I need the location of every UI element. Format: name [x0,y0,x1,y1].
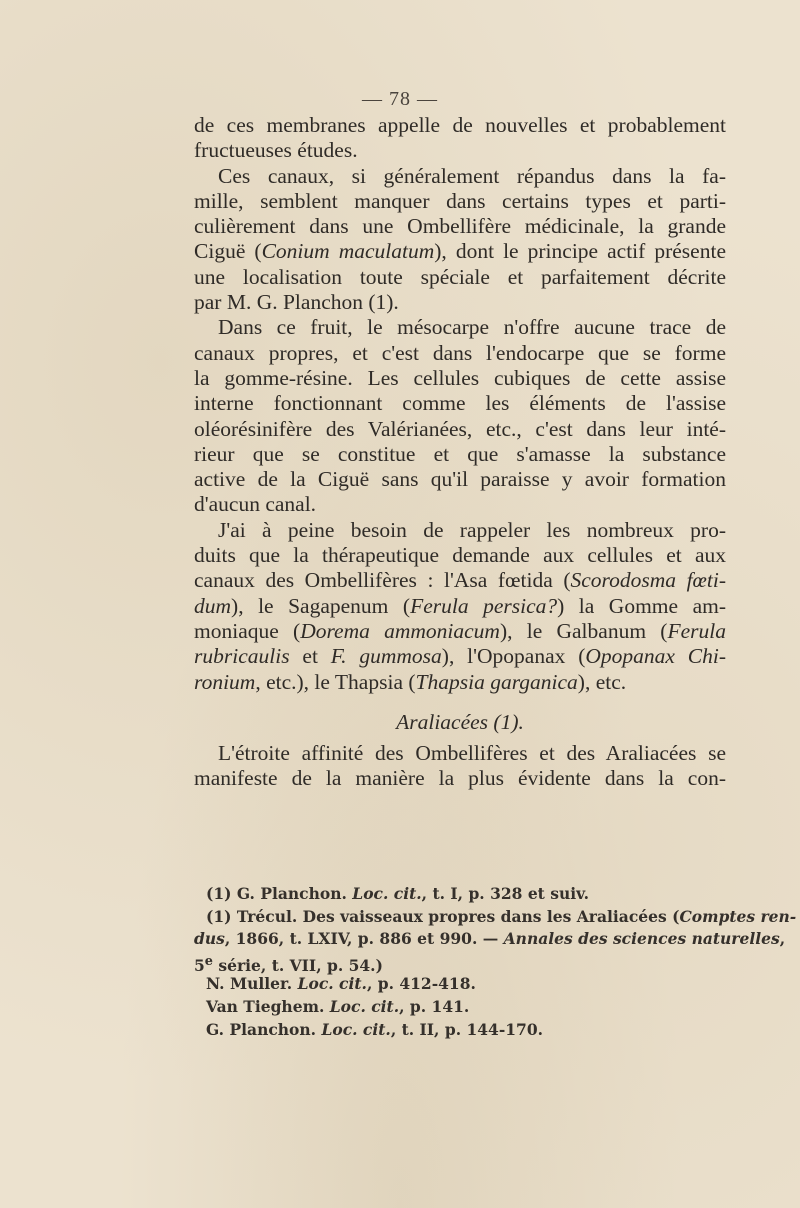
body-line: oléorésinifère des Valérianées, etc., c'est dans leur inté- [194,416,726,441]
body-line: canaux propres, et c'est dans l'endocarpe que se forme [194,340,726,365]
page-number: — 78 — [362,88,438,110]
body-line: par M. G. Planchon (1). [194,290,399,315]
body-line: la gomme-résine. Les cellules cubiques de cette assise [194,365,726,390]
footnote-line: Van Tieghem. Loc. cit., p. 141. [206,996,470,1016]
footnotes [194,883,797,1041]
body-line: ronium, etc.), le Thapsia (Thapsia garganica), etc. [194,669,627,694]
body-line: active de la Ciguë sans qu'il paraisse y avoir formation [194,467,726,492]
footnote-line: 5e série, t. VII, p. 54.) [194,953,383,975]
body-line: mille, semblent manquer dans certains types et parti- [194,188,726,213]
body-line: de ces membranes appelle de nouvelles et probablement [194,113,726,137]
body-line: une localisation toute spéciale et parfaitement décrite [194,264,726,289]
body-line: moniaque (Dorema ammoniacum), le Galbanum (Ferula [194,618,726,643]
body-line: Ciguë (Conium maculatum), dont le principe actif présente [194,239,726,264]
body-line: culièrement dans une Ombellifère médicinale, la grande [194,214,726,239]
body-text [194,113,726,792]
body-line: dum), le Sagapenum (Ferula persica?) la Gomme am- [194,593,726,618]
body-line: interne fonctionnant comme les éléments de l'assise [194,391,726,416]
body-line: rieur que se constitue et que s'amasse la substance [194,441,726,466]
footnote-line: dus, 1866, t. LXIV, p. 886 et 990. — Annales des sciences naturelles, [194,929,786,949]
body-line: J'ai à peine besoin de rappeler les nombreux pro- [218,517,726,542]
body-line: duits que la thérapeutique demande aux cellules et aux [194,543,726,568]
body-line: rubricaulis et F. gummosa), l'Opopanax (Opopanax Chi- [194,644,726,669]
section-heading: Araliacées (1). [396,709,524,734]
body-line: fructueuses études. [194,138,358,163]
body-line: manifeste de la manière la plus évidente dans la con- [194,766,726,791]
body-line: L'étroite affinité des Ombellifères et des Araliacées se [218,741,726,766]
footnote-line: (1) Trécul. Des vaisseaux propres dans les Araliacées (Comptes ren- [206,906,797,926]
body-line: d'aucun canal. [194,492,317,517]
body-line: canaux des Ombellifères : l'Asa fœtida (Scorodosma fœti- [194,568,726,593]
body-line: Dans ce fruit, le mésocarpe n'offre aucune trace de [218,315,726,340]
body-line: Ces canaux, si généralement répandus dans la fa- [218,163,726,188]
footnote-line: G. Planchon. Loc. cit., t. II, p. 144-170. [206,1019,544,1039]
footnote-line: (1) G. Planchon. Loc. cit., t. I, p. 328 et suiv. [206,884,589,903]
footnote-line: N. Muller. Loc. cit., p. 412-418. [206,974,476,994]
